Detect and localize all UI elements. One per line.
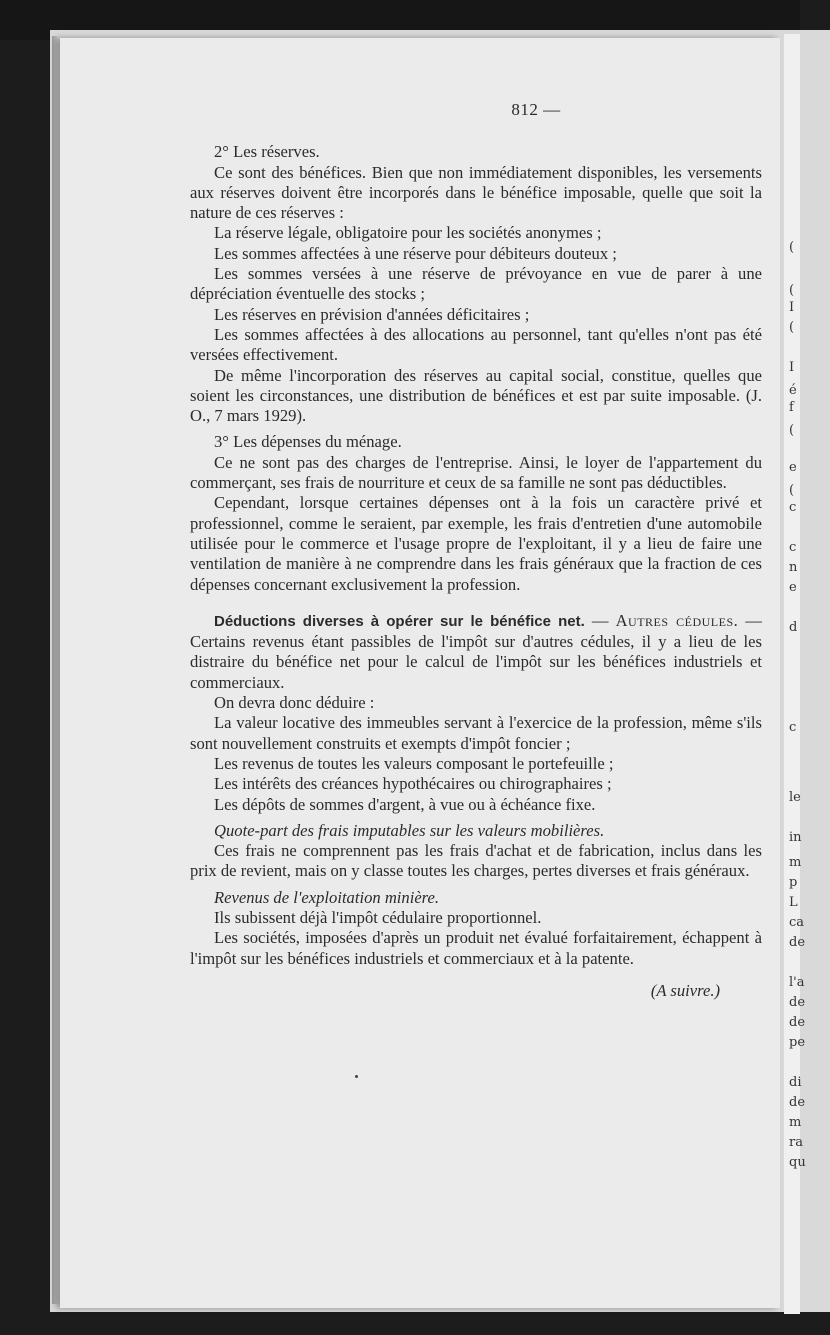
paragraph: Cependant, lorsque certaines dépenses ont à la fois un caractère privé et professionnel, comme le seraient, par exemple, les frais d'entretien d'une automobile utilisée pour le commerce et l'usage propre de l'exploitant, il y a lieu de faire une ventilation de manière à ne comprendre dans les frais généraux que la fraction de ces dépenses concernant exclusivement la profession. (190, 493, 762, 594)
italic-heading-exploitation-miniere: Revenus de l'exploitation minière. (214, 887, 440, 907)
ink-speck (355, 1075, 358, 1078)
facing-page-letter: d (789, 620, 798, 635)
subsection-title-cedules: Autres cédules. (615, 610, 739, 630)
facing-page-letter: ( (789, 320, 795, 335)
facing-page-letter: ra (789, 1135, 803, 1150)
facing-page-letter: ( (789, 483, 795, 498)
section-heading-reserves: 2° Les réserves. (214, 142, 320, 162)
page-number-header: 812 — (511, 100, 561, 119)
list-item: Les intérêts des créances hypothécaires ou chirographaires ; (214, 774, 612, 794)
paragraph: Ce sont des bénéfices. Bien que non immédiatement disponibles, les versements aux réserves doivent être incorporés dans le bénéfice imposable, quelle que soit la nature de ces réserves : (190, 162, 762, 223)
list-item: Les dépôts de sommes d'argent, à vue ou à échéance fixe. (214, 794, 596, 814)
facing-page-letter: pe (789, 1035, 806, 1050)
facing-page-letter: f (789, 400, 794, 415)
facing-page-letter: L (789, 895, 798, 910)
page-binding-edge (52, 36, 58, 1304)
section-deductions (190, 611, 762, 693)
facing-page-letter: le (789, 790, 801, 805)
paragraph: Ils subissent déjà l'impôt cédulaire proportionnel. (214, 907, 542, 927)
list-item: Les sommes affectées à une réserve pour débiteurs douteux ; (214, 243, 617, 263)
list-item: La réserve légale, obligatoire pour les sociétés anonymes ; (214, 223, 602, 243)
facing-page-letter: e (789, 460, 797, 475)
paragraph: Les sociétés, imposées d'après un produit net évalué forfaitairement, échappent à l'impôt sur les bénéfices industriels et commerciaux et à la patente. (190, 928, 762, 968)
facing-page-letter: I (789, 360, 795, 375)
facing-page-letter: qu (789, 1155, 806, 1170)
facing-page-letter: de (789, 935, 806, 950)
paragraph: On devra donc déduire : (214, 693, 375, 713)
facing-page-letter: p (789, 875, 798, 890)
facing-page-letter: di (789, 1075, 802, 1090)
facing-page-letter: m (789, 855, 802, 870)
paragraph: Ces frais ne comprennent pas les frais d'achat et de fabrication, inclus dans les prix de revient, mais on y classe toutes les charges, pertes diverses et frais généraux. (190, 841, 762, 881)
facing-page-letter: I (789, 300, 795, 315)
facing-page-letter: ( (789, 423, 795, 438)
facing-page-letter: ca (789, 915, 805, 930)
facing-page-letter: m (789, 1115, 802, 1130)
facing-page-letter: c (789, 540, 797, 555)
list-item: Les réserves en prévision d'années déficitaires ; (214, 304, 530, 324)
facing-page-letter: c (789, 720, 797, 735)
list-item: Les revenus de toutes les valeurs composant le portefeuille ; (214, 753, 614, 773)
facing-page-letter: e (789, 580, 797, 595)
facing-page-letter: de (789, 1095, 806, 1110)
facing-page-letter: c (789, 500, 797, 515)
facing-page-letter: in (789, 830, 802, 845)
list-item: La valeur locative des immeubles servant à l'exercice de la profession, même s'ils sont nouvellement construits et exempts d'impôt foncier ; (190, 713, 762, 753)
facing-page-letter: é (789, 383, 797, 398)
continuation-note: (A suivre.) (650, 980, 720, 1000)
facing-page-letter: de (789, 995, 806, 1010)
facing-page-letter: n (789, 560, 798, 575)
paragraph: Ce ne sont pas des charges de l'entreprise. Ainsi, le loyer de l'appartement du commerçant, ses frais de nourriture et ceux de sa famille ne sont pas déductibles. (190, 452, 762, 493)
section-text: — Certains revenus étant passibles de l'impôt sur d'autres cédules, il y a lieu de les distraire du bénéfice net pour le calcul de l'impôt sur les bénéfices industriels et commerciaux. (190, 610, 762, 692)
page-content (190, 100, 762, 1001)
section-heading-depenses: 3° Les dépenses du ménage. (214, 432, 402, 452)
dash: — (584, 610, 616, 630)
list-item: Les sommes affectées à des allocations au personnel, tant qu'elles n'ont pas été versées effectivement. (190, 324, 762, 365)
facing-page-letter: ( (789, 283, 795, 298)
facing-page-letter: l'a (789, 975, 805, 990)
italic-heading-quote-part: Quote-part des frais imputables sur les valeurs mobilières. (214, 820, 605, 840)
facing-page-letter: de (789, 1015, 806, 1030)
facing-page-letter: ( (789, 240, 795, 255)
paragraph: De même l'incorporation des réserves au capital social, constitue, quelles que soient les circonstances, une distribution de bénéfices et est par suite imposable. (J. O., 7 mars 1929). (190, 365, 762, 426)
list-item: Les sommes versées à une réserve de prévoyance en vue de parer à une dépréciation éventuelle des stocks ; (190, 264, 762, 304)
section-title-deductions: Déductions diverses à opérer sur le bénéfice net. (214, 612, 585, 630)
